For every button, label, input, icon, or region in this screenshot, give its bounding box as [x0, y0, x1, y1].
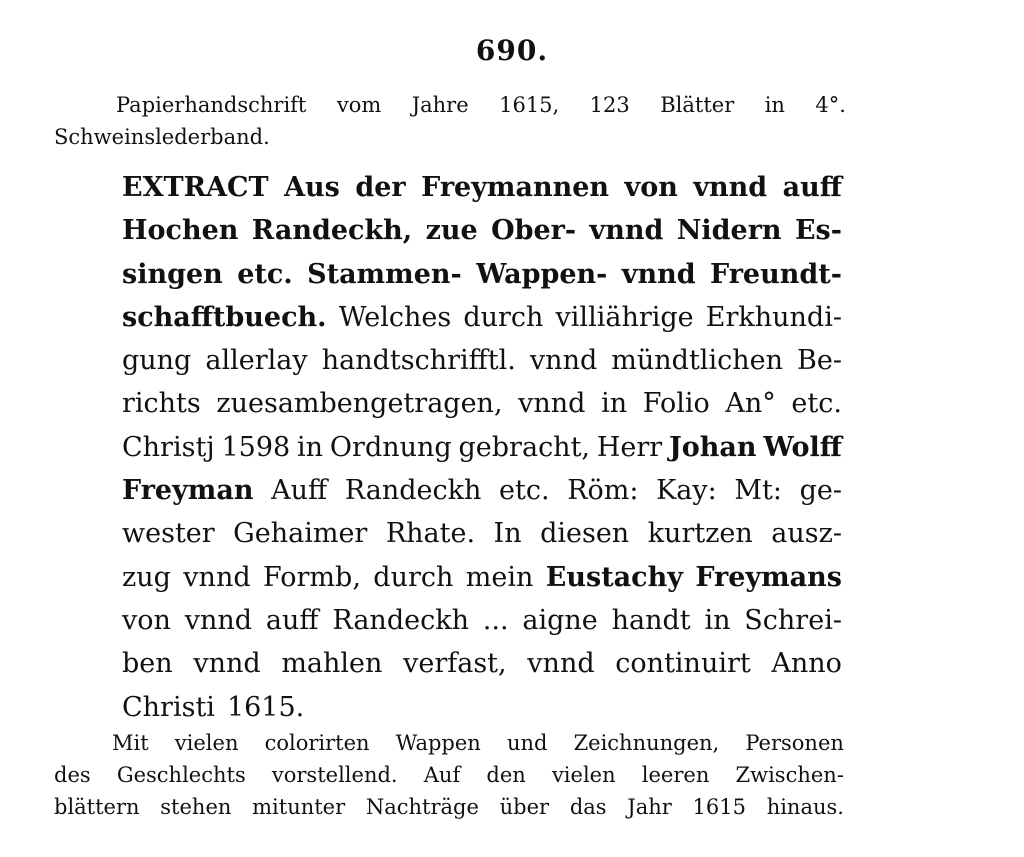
bold-word: singen	[122, 258, 223, 290]
text-line	[122, 166, 842, 209]
word: wester	[122, 518, 215, 550]
word: Welches	[338, 301, 452, 333]
word: in	[704, 604, 731, 636]
text-line	[122, 209, 842, 252]
bold-word: auff	[782, 172, 842, 203]
word: continuirt	[615, 648, 751, 680]
word: vom	[336, 93, 382, 117]
word: An°	[725, 388, 776, 420]
bold-word: Eustachy	[545, 561, 683, 593]
bold-word: Ober-	[491, 215, 577, 247]
word: vnnd	[193, 648, 261, 680]
bold-word: schafftbuech.	[122, 301, 327, 333]
word: verfast,	[403, 648, 507, 680]
word: stehen	[160, 795, 232, 819]
word: Zeichnungen,	[573, 731, 720, 755]
bold-word: Freymannen	[421, 172, 610, 203]
word: in	[297, 431, 324, 463]
text-line	[122, 382, 842, 425]
word: über	[499, 795, 550, 819]
word: auff	[265, 604, 319, 636]
word: Rhate.	[385, 518, 476, 550]
word: diesen	[540, 518, 630, 550]
bold-word: etc.	[237, 258, 293, 290]
word: Christi	[122, 691, 215, 723]
bold-word: Aus	[284, 172, 340, 203]
word: vielen	[551, 763, 616, 787]
word: vnnd	[529, 345, 598, 377]
word: 123	[589, 93, 630, 117]
text-line	[122, 686, 842, 729]
word: allerlay	[205, 345, 308, 377]
word: Formb,	[263, 561, 361, 593]
bold-word: Freymans	[695, 561, 842, 593]
page-number: 690.	[475, 34, 549, 67]
word: 1615	[692, 795, 746, 819]
word: Mit	[112, 731, 149, 755]
word: gebracht,	[458, 431, 591, 463]
word: Personen	[745, 731, 844, 755]
word: von	[122, 604, 171, 636]
bold-word: Wolff	[763, 431, 842, 463]
text-line	[122, 642, 842, 685]
bold-word: EXTRACT	[122, 172, 269, 203]
word: In	[493, 518, 522, 550]
word: 1615,	[499, 93, 560, 117]
word: ben	[122, 648, 173, 680]
word: in	[764, 93, 785, 117]
word: vnnd	[527, 648, 595, 680]
bold-word: Johan	[669, 431, 757, 463]
word: ausz-	[771, 518, 842, 550]
word: ...	[482, 604, 509, 636]
bold-word: von	[624, 172, 678, 203]
bold-word: Nidern	[676, 215, 782, 247]
bold-word: Hochen	[122, 215, 239, 247]
bold-word: Es-	[794, 215, 842, 247]
word: Auf	[423, 763, 461, 787]
bold-word: vnnd	[589, 215, 664, 247]
bold-word: vnnd	[693, 172, 768, 203]
text-line	[122, 339, 842, 382]
word: 1615.	[226, 691, 305, 723]
word: Jahr	[627, 795, 672, 819]
word: aigne	[522, 604, 598, 636]
word: durch	[373, 561, 454, 593]
text-line	[122, 556, 842, 599]
word: Zwischen-	[735, 763, 844, 787]
word: Nachträge	[365, 795, 479, 819]
text-line	[122, 469, 842, 512]
word: Anno	[771, 648, 842, 680]
word: Schrei-	[744, 604, 842, 636]
word: Röm:	[567, 475, 639, 507]
word: hinaus.	[766, 795, 844, 819]
word: Gehaimer	[233, 518, 368, 550]
word: handt	[611, 604, 691, 636]
word: Auff	[271, 475, 328, 507]
word: handtschrifftl.	[321, 345, 516, 377]
word: vnnd	[518, 388, 586, 420]
word: Mt:	[734, 475, 782, 507]
word: ge-	[799, 475, 842, 507]
word: 4°.	[815, 93, 846, 117]
word: mahlen	[281, 648, 383, 680]
text-line	[122, 512, 842, 555]
bold-word: der	[355, 172, 406, 203]
text-line	[122, 296, 842, 339]
word: in	[601, 388, 628, 420]
word: zug	[122, 561, 171, 593]
word: gung	[122, 345, 192, 377]
word: Blätter	[660, 93, 735, 117]
word: Ordnung	[329, 431, 452, 463]
word: Christj	[122, 431, 215, 463]
word: Folio	[642, 388, 710, 420]
word: colorirten	[264, 731, 370, 755]
word: und	[506, 731, 548, 755]
word: zuesambengetragen,	[216, 388, 503, 420]
word: vnnd	[183, 561, 251, 593]
word: mündtlichen	[611, 345, 783, 377]
intro-line-2: Schweinslederband.	[54, 125, 270, 149]
bold-word: Freundt-	[710, 258, 842, 290]
word: Herr	[596, 431, 663, 463]
word: Randeckh	[332, 604, 469, 636]
intro-line-1	[116, 89, 846, 121]
word: 1598	[221, 431, 291, 463]
text-line	[122, 599, 842, 642]
word: Geschlechts	[116, 763, 246, 787]
word: Papierhandschrift	[116, 93, 307, 117]
word: Erkhundi-	[705, 301, 842, 333]
word: mein	[465, 561, 534, 593]
word: das	[569, 795, 607, 819]
word: blättern	[54, 795, 140, 819]
word: vorstellend.	[271, 763, 398, 787]
word: vielen	[174, 731, 239, 755]
word: leeren	[641, 763, 710, 787]
note-block	[54, 727, 844, 823]
bold-word: Stammen-	[307, 258, 462, 290]
word: Be-	[797, 345, 842, 377]
word: vnnd	[184, 604, 253, 636]
note-line	[54, 759, 844, 791]
word: den	[486, 763, 526, 787]
bold-word: vnnd	[621, 258, 696, 290]
note-line	[54, 791, 844, 823]
word: villiährige	[555, 301, 694, 333]
bold-word: Freyman	[122, 475, 254, 507]
word: Randeckh	[344, 475, 482, 507]
word: durch	[463, 301, 544, 333]
title-entry-block	[122, 166, 842, 729]
word: etc.	[499, 475, 550, 507]
word: kurtzen	[647, 518, 753, 550]
word: mitunter	[252, 795, 346, 819]
bold-word: zue	[425, 215, 478, 247]
text-line	[122, 253, 842, 296]
word: Kay:	[656, 475, 717, 507]
word: etc.	[791, 388, 842, 420]
word: Wappen	[395, 731, 481, 755]
bold-word: Randeckh,	[251, 215, 413, 247]
bold-word: Wappen-	[476, 258, 608, 290]
word: Jahre	[411, 93, 469, 117]
text-line	[122, 426, 842, 469]
word: richts	[122, 388, 201, 420]
word: des	[54, 763, 91, 787]
note-line	[54, 727, 844, 759]
